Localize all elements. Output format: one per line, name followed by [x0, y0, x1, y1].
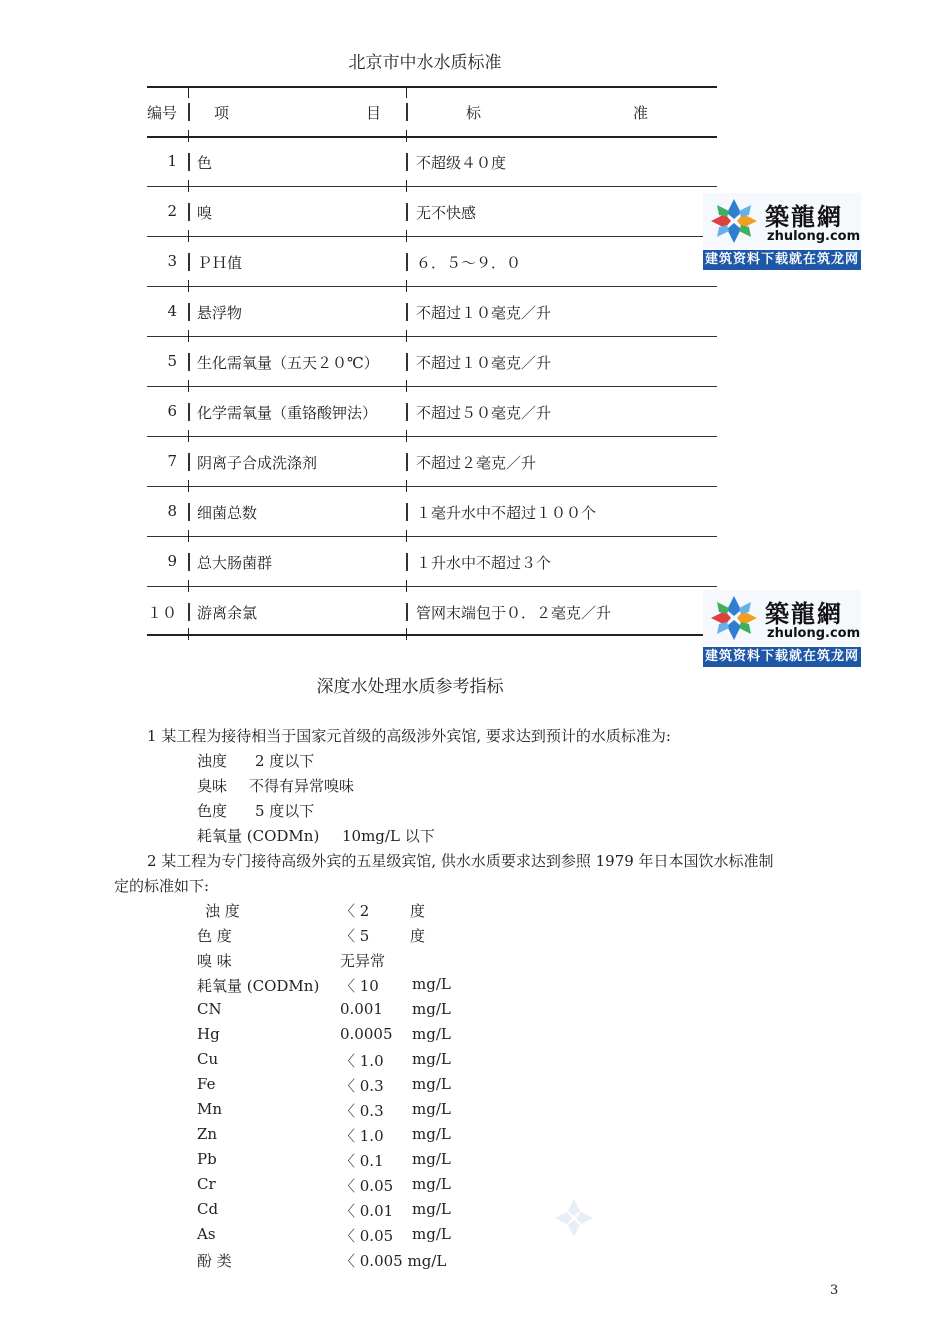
list2-value: 〈 0.3 — [340, 1102, 384, 1120]
list2-unit: mg/L — [412, 1075, 451, 1093]
rule-cross — [406, 480, 407, 492]
list2-unit: 度 — [410, 902, 426, 920]
logo-chinese-text: 築龍網 — [765, 600, 843, 628]
row-item: 色 — [197, 154, 213, 172]
column-separator — [188, 553, 190, 571]
column-separator — [406, 603, 408, 621]
rule-cross — [188, 380, 189, 392]
row-item: 生化需氧量（五天２０℃） — [197, 354, 379, 372]
row-standard: １毫升水中不超过１００个 — [416, 504, 597, 522]
list2-value: 0.0005 — [340, 1025, 393, 1043]
list1-name: 臭味 — [197, 777, 228, 795]
rule-cross — [406, 530, 407, 542]
column-separator — [188, 253, 190, 271]
list2-value: 〈 10 — [340, 977, 379, 995]
zhulong-emblem-icon — [705, 592, 763, 644]
column-separator — [406, 253, 408, 271]
logo-chinese-text: 築龍網 — [765, 203, 843, 231]
row-divider — [147, 486, 717, 487]
rule-cross — [406, 580, 407, 592]
page-number: 3 — [830, 1283, 839, 1298]
list2-value: 〈 0.3 — [340, 1077, 384, 1095]
row-item: ＰＨ值 — [197, 254, 243, 272]
list2-value: 〈 1.0 — [340, 1052, 384, 1070]
logo-domain-text: zhulong.com — [767, 229, 861, 244]
column-separator — [406, 553, 408, 571]
rule-cross — [406, 628, 407, 640]
row-divider — [147, 436, 717, 437]
row-number: 6 — [167, 402, 177, 420]
rule-cross — [188, 580, 189, 592]
row-standard: １升水中不超过３个 — [416, 554, 552, 572]
row-standard: 不超过２毫克／升 — [416, 454, 537, 472]
row-divider — [147, 586, 717, 587]
paragraph-2-line-2: 定的标准如下: — [114, 877, 210, 895]
list2-name: 耗氧量 (CODMn) — [197, 977, 320, 995]
row-number: 1 — [167, 152, 177, 170]
rule-cross — [406, 180, 407, 192]
header-item: 目 — [366, 104, 382, 122]
list2-name: 酚 类 — [197, 1252, 232, 1270]
list2-value: 〈 0.05 — [340, 1177, 394, 1195]
list2-value: 〈 0.005 mg/L — [340, 1252, 447, 1270]
row-number: 5 — [167, 352, 177, 370]
column-separator — [188, 503, 190, 521]
list1-name: 色度 — [197, 802, 228, 820]
list2-value: 无异常 — [340, 952, 386, 970]
rule-cross — [406, 280, 407, 292]
header-bottom-rule — [147, 136, 717, 138]
list2-unit: mg/L — [412, 1225, 451, 1243]
list1-value: 不得有异常嗅味 — [249, 777, 355, 795]
list2-name: CN — [197, 1000, 222, 1018]
column-separator — [406, 153, 408, 171]
list2-unit: mg/L — [412, 1200, 451, 1218]
list1-name: 耗氧量 (CODMn) — [197, 827, 320, 845]
list2-name: As — [197, 1225, 216, 1243]
rule-cross — [188, 130, 189, 142]
row-number: 9 — [167, 552, 177, 570]
list1-name: 浊度 — [197, 752, 228, 770]
list2-name: 色 度 — [197, 927, 232, 945]
section-title: 深度水处理水质参考指标 — [316, 677, 504, 697]
list2-value: 〈 0.01 — [340, 1202, 394, 1220]
row-standard: ６．５～９．０ — [416, 254, 522, 272]
list2-value: 〈 0.1 — [340, 1152, 384, 1170]
row-divider — [147, 336, 717, 337]
row-divider — [147, 536, 717, 537]
column-separator — [188, 353, 190, 371]
list2-value: 0.001 — [340, 1000, 383, 1018]
row-item: 总大肠菌群 — [197, 554, 273, 572]
rule-cross — [188, 230, 189, 242]
rule-cross — [188, 86, 189, 98]
list2-name: Pb — [197, 1150, 217, 1168]
rule-cross — [188, 628, 189, 640]
row-item: 细菌总数 — [197, 504, 258, 522]
header-num: 编号 — [147, 104, 178, 122]
column-separator — [406, 353, 408, 371]
column-separator — [188, 603, 190, 621]
rule-cross — [188, 480, 189, 492]
row-number: １０ — [147, 604, 178, 622]
row-standard: 无不快感 — [416, 204, 477, 222]
column-separator — [406, 103, 408, 121]
column-separator — [406, 503, 408, 521]
rule-cross — [406, 330, 407, 342]
list2-name: Zn — [197, 1125, 218, 1143]
column-separator — [406, 453, 408, 471]
row-divider — [147, 286, 717, 287]
zhulong-logo — [703, 590, 861, 668]
rule-cross — [188, 330, 189, 342]
row-standard: 不超级４０度 — [416, 154, 507, 172]
column-separator — [188, 453, 190, 471]
rule-cross — [406, 230, 407, 242]
watermark-emblem-icon — [553, 1197, 595, 1239]
list2-name: Cr — [197, 1175, 216, 1193]
row-divider — [147, 236, 717, 237]
list2-unit: mg/L — [412, 1050, 451, 1068]
rule-cross — [406, 430, 407, 442]
column-separator — [188, 303, 190, 321]
row-standard: 不超过１０毫克／升 — [416, 354, 552, 372]
logo-slogan: 建筑资料下载就在筑龙网 — [703, 647, 861, 667]
column-separator — [188, 203, 190, 221]
row-number: 3 — [167, 252, 177, 270]
row-standard: 管网末端包于０．２毫克／升 — [416, 604, 612, 622]
list2-value: 〈 0.05 — [340, 1227, 394, 1245]
column-separator — [406, 303, 408, 321]
list2-name: Cu — [197, 1050, 219, 1068]
list2-name: Fe — [197, 1075, 216, 1093]
list2-name: 浊 度 — [205, 902, 240, 920]
list2-value: 〈 1.0 — [340, 1127, 384, 1145]
row-divider — [147, 186, 717, 187]
zhulong-logo — [703, 193, 861, 271]
list2-unit: mg/L — [412, 1175, 451, 1193]
table-top-rule — [147, 86, 717, 88]
rule-cross — [406, 86, 407, 98]
list2-unit: mg/L — [412, 1125, 451, 1143]
list2-unit: mg/L — [412, 1150, 451, 1168]
row-number: 4 — [167, 302, 177, 320]
row-standard: 不超过５０毫克／升 — [416, 404, 552, 422]
column-separator — [188, 403, 190, 421]
column-separator — [406, 203, 408, 221]
table-bottom-rule — [147, 634, 717, 636]
list2-name: Cd — [197, 1200, 219, 1218]
list2-unit: mg/L — [412, 1025, 451, 1043]
logo-slogan: 建筑资料下载就在筑龙网 — [703, 250, 861, 270]
table-title: 北京市中水水质标准 — [348, 53, 502, 73]
list1-value: 2 度以下 — [255, 752, 315, 770]
rule-cross — [188, 530, 189, 542]
row-item: 悬浮物 — [197, 304, 243, 322]
column-separator — [188, 153, 190, 171]
zhulong-emblem-icon — [705, 195, 763, 247]
row-number: 7 — [167, 452, 177, 470]
paragraph-2-line-1: 2 某工程为专门接待高级外宾的五星级宾馆, 供水水质要求达到参照 1979 年日本国饮水标准制 — [147, 852, 774, 870]
rule-cross — [188, 180, 189, 192]
column-separator — [188, 103, 190, 121]
row-divider — [147, 386, 717, 387]
list2-unit: mg/L — [412, 975, 451, 993]
logo-domain-text: zhulong.com — [767, 626, 861, 641]
row-item: 嗅 — [197, 204, 213, 222]
list2-value: 〈 5 — [340, 927, 370, 945]
rule-cross — [188, 280, 189, 292]
list2-unit: mg/L — [412, 1100, 451, 1118]
header-standard: 标 — [466, 104, 482, 122]
row-standard: 不超过１０毫克／升 — [416, 304, 552, 322]
column-separator — [406, 403, 408, 421]
row-number: 2 — [167, 202, 177, 220]
row-item: 游离余氯 — [197, 604, 258, 622]
list2-name: 嗅 味 — [197, 952, 232, 970]
header-item: 项 — [214, 104, 230, 122]
list2-unit: mg/L — [412, 1000, 451, 1018]
row-item: 化学需氧量（重铬酸钾法） — [197, 404, 378, 422]
list2-value: 〈 2 — [340, 902, 370, 920]
header-standard: 准 — [633, 104, 649, 122]
rule-cross — [406, 380, 407, 392]
list2-name: Hg — [197, 1025, 220, 1043]
list2-unit: 度 — [410, 927, 426, 945]
row-item: 阴离子合成洗涤剂 — [197, 454, 318, 472]
list2-name: Mn — [197, 1100, 223, 1118]
paragraph-1: 1 某工程为接待相当于国家元首级的高级涉外宾馆, 要求达到预计的水质标准为: — [147, 727, 671, 745]
list1-value: 5 度以下 — [255, 802, 315, 820]
list1-value: 10mg/L 以下 — [342, 827, 435, 845]
rule-cross — [188, 430, 189, 442]
rule-cross — [406, 130, 407, 142]
row-number: 8 — [167, 502, 177, 520]
